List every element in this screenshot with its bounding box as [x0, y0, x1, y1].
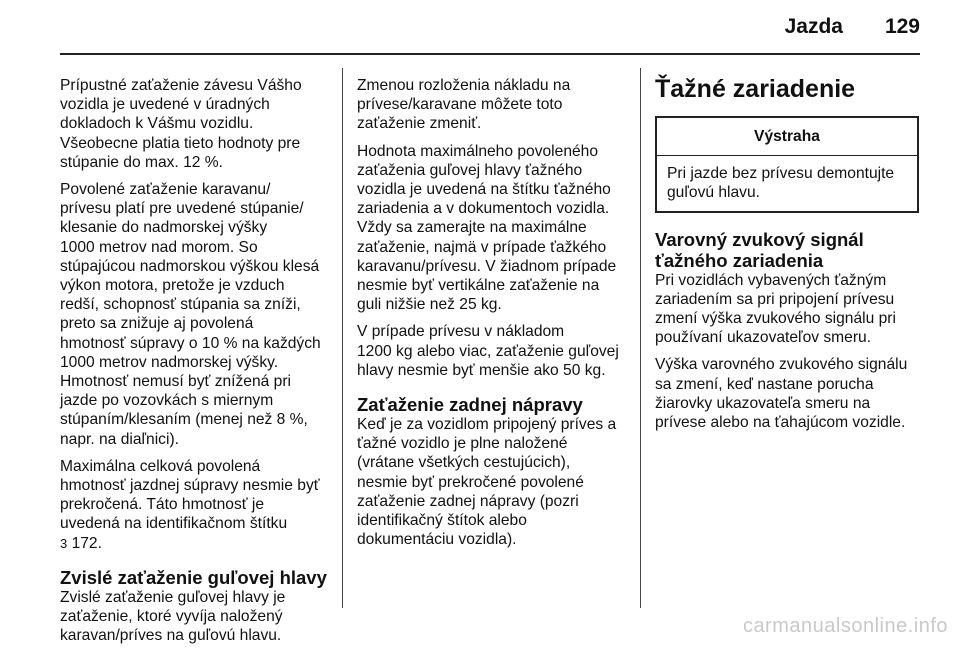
text-line: zaťaženie zadnej nápravy (pozri [357, 492, 579, 510]
text-line: Všeobecne platia tieto hodnoty pre [60, 134, 301, 152]
text-line: dokumentáciu vozidla). [357, 531, 517, 549]
text-line: stúpajúcou nadmorskou výškou klesá [60, 257, 320, 275]
text-line: guľovú hlavu. [667, 184, 760, 202]
text-line: klesanie do nadmorskej výšky [60, 219, 268, 237]
text-line: zmení výška zvukového signálu pri [655, 310, 896, 328]
section-heading: Zaťaženie zadnej nápravy [357, 394, 583, 416]
text-line: nesmie byť prekročené povolené [357, 473, 584, 491]
text-line: Maximálna celková povolená [60, 457, 261, 475]
paragraph [60, 180, 332, 449]
text-line: Výška varovného zvukového signálu [655, 356, 908, 374]
text-line: zaťaženia guľovej hlavy ťažného [357, 161, 583, 179]
paragraph [60, 76, 332, 172]
text-line: Povolené zaťaženie karavanu/ [60, 181, 271, 199]
text-line: Vždy sa zamerajte na maximálne [357, 219, 587, 237]
text-line: 1000 metrov nad morom. So [60, 238, 258, 256]
text-line: jazde po vozovkách s miernym [60, 392, 274, 410]
text-line: Pri jazde bez prívesu demontujte [667, 165, 895, 183]
page-reference[interactable] [60, 534, 332, 553]
section-heading: ťažného zariadenia [655, 249, 824, 271]
text-line: stúpanie do max. 12 %. [60, 153, 223, 171]
text-line: Pri vozidlách vybavených ťažným [655, 271, 887, 289]
text-line: nesmie byť vertikálne zaťaženie na [357, 277, 600, 295]
paragraph [655, 271, 921, 348]
text-line: hmotnosť jazdnej súpravy nesmie byť [60, 477, 320, 495]
page-reference-number: 172. [67, 534, 102, 552]
paragraph [60, 588, 332, 646]
text-line: hlavy nesmie byť menšie ako 50 kg. [357, 361, 606, 379]
text-line: guli nižšie než 25 kg. [357, 296, 502, 314]
text-line: sa zmení, keď nastane porucha [655, 375, 874, 393]
section-heading: Varovný zvukový signál [655, 228, 864, 250]
paragraph [357, 76, 631, 134]
column-divider-1 [342, 68, 343, 608]
text-line: V prípade prívesu v nákladom [357, 323, 565, 341]
text-line: vozidla je uvedené v úradných [60, 96, 270, 114]
text-line: ťažné vozidlo je plne naložené [357, 435, 568, 453]
text-line: karavan/príves na guľovú hlavu. [60, 627, 282, 645]
column-divider-2 [640, 68, 641, 608]
text-line: karavanu/prívesu. V žiadnom prípade [357, 257, 617, 275]
section-heading: Zvislé zaťaženie guľovej hlavy [60, 566, 327, 588]
text-line: uvedená na identifikačnom štítku [60, 515, 288, 533]
page-reference-icon: 3 [60, 535, 68, 551]
text-line: prekročená. Táto hmotnosť je [60, 496, 265, 514]
paragraph [655, 355, 921, 432]
text-line: prívese alebo na ťahajúcom vozidle. [655, 414, 906, 432]
text-line: používaní ukazovateľov smeru. [655, 329, 872, 347]
text-line: 1200 kg alebo viac, zaťaženie guľovej [357, 342, 619, 360]
text-line: zaťaženie, ktoré vyvíja naložený [60, 608, 283, 626]
page-number: 129 [884, 15, 920, 38]
column-1 [60, 76, 332, 653]
text-line: redší, schopnosť stúpania sa zníži, [60, 296, 301, 314]
text-line: zariadením sa pri pripojení prívesu [655, 290, 895, 308]
paragraph [60, 457, 332, 553]
text-line: Prípustné zaťaženie závesu Vášho [60, 77, 302, 94]
paragraph [357, 142, 631, 315]
text-line: prívese/karavane môžete toto [357, 96, 563, 114]
paragraph [357, 415, 631, 549]
text-line: hmotnosť súpravy o 10 % na každých [60, 334, 321, 352]
text-line: zariadenia a v dokumentoch vozidla. [357, 200, 610, 218]
column-2 [357, 76, 631, 557]
chapter-title: Ťažné zariadenie [655, 75, 856, 103]
text-line: žiarovky ukazovateľa smeru na [655, 394, 871, 412]
text-line: 1000 metrov nadmorskej výšky. [60, 353, 279, 371]
text-line: Hodnota maximálneho povoleného [357, 142, 599, 160]
page-header [60, 0, 920, 55]
warning-body [657, 156, 917, 210]
text-line: Hmotnosť nemusí byť znížená pri [60, 373, 291, 391]
text-line: (vrátane všetkých cestujúcich), [357, 454, 571, 472]
text-line: dokladoch k Vášmu vozidlu. [60, 115, 254, 133]
text-line: napr. na diaľnici). [60, 430, 179, 448]
text-line: výkon motora, pretože je vzduch [60, 277, 285, 295]
watermark: carmanualsonline.info [742, 615, 948, 637]
text-line: prívesu platí pre uvedené stúpanie/ [60, 200, 304, 218]
text-line: zaťaženie zmeniť. [357, 115, 482, 133]
text-line: preto sa znižuje aj povolená [60, 315, 254, 333]
warning-box [655, 116, 919, 213]
text-line: zaťaženie, najmä v prípade ťažkého [357, 238, 607, 256]
text-line: identifikačný štítok alebo [357, 512, 527, 530]
warning-title: Výstraha [657, 118, 917, 156]
text-line: vozidla je uvedená na štítku ťažného [357, 181, 611, 199]
text-line: stúpaním/klesaním (menej než 8 %, [60, 411, 308, 429]
text-line: Keď je za vozidlom pripojený príves a [357, 416, 617, 434]
text-line: Zmenou rozloženia nákladu na [357, 77, 571, 94]
column-3 [655, 74, 921, 440]
section-title: Jazda [784, 15, 843, 38]
paragraph [357, 322, 631, 380]
text-line: Zvislé zaťaženie guľovej hlavy je [60, 588, 286, 606]
